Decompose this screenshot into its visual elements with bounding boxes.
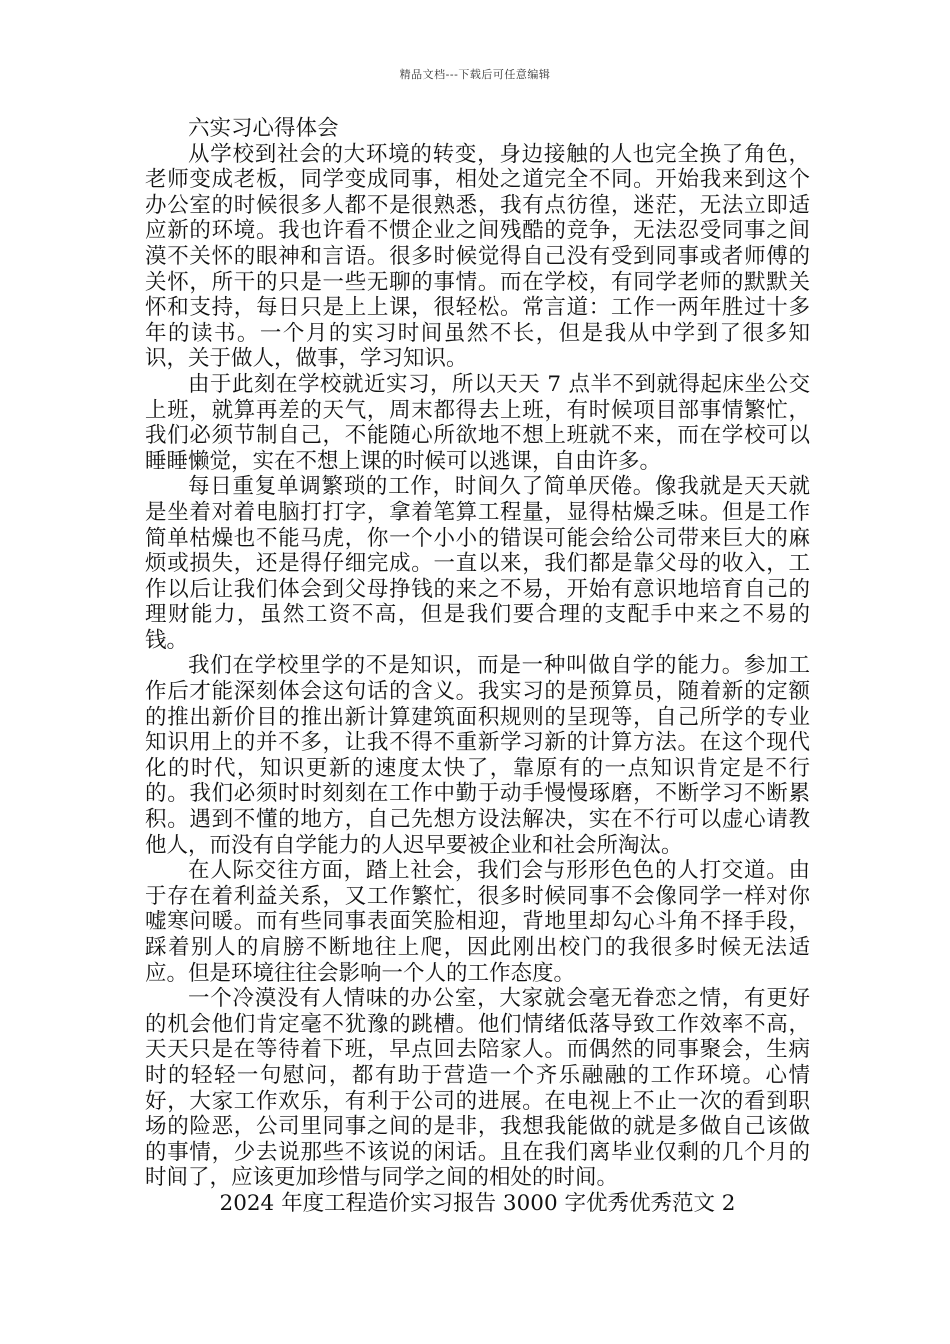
paragraph: 由于此刻在学校就近实习，所以天天 7 点半不到就得起床坐公交上班，就算再差的天气，周末都得去上班，有时候项目部事情繁忙，我们必须节制自己，不能随心所欲地不想上班就不来，而在学校可以睡睡懒觉，实在不想上课的时候可以逃课，自由许多。 (145, 371, 810, 474)
paragraph: 从学校到社会的大环境的转变，身边接触的人也完全换了角色，老师变成老板，同学变成同事，相处之道完全不同。开始我来到这个办公室的时候很多人都不是很熟悉，我有点彷徨，迷茫，无法立即适应新的环境。我也许看不惯企业之间残酷的竞争，无法忍受同事之间漠不关怀的眼神和言语。很多时候觉得自己没有受到同事或者师傅的关怀，所干的只是一些无聊的事情。而在学校，有同学老师的默默关怀和支持，每日只是上上课，很轻松。常言道：工作一两年胜过十多年的读书。一个月的实习时间虽然不长，但是我从中学到了很多知识，关于做人，做事，学习知识。 (145, 141, 810, 372)
paragraph: 我们在学校里学的不是知识，而是一种叫做自学的能力。参加工作后才能深刻体会这句话的含义。我实习的是预算员，随着新的定额的推出新价目的推出新计算建筑面积规则的呈现等，自己所学的专业知识用上的并不多，让我不得不重新学习新的计算方法。在这个现代化的时代，知识更新的速度太快了，靠原有的一点知识肯定是不行的。我们必须时时刻刻在工作中勤于动手慢慢琢磨，不断学习不断累积。遇到不懂的地方，自己先想方设法解决，实在不行可以虚心请教他人，而没有自学能力的人迟早要被企业和社会所淘汰。 (145, 653, 810, 858)
paragraph: 每日重复单调繁琐的工作，时间久了简单厌倦。像我就是天天就是坐着对着电脑打打字，拿着笔算工程量，显得枯燥乏味。但是工作简单枯燥也不能马虎，你一个小小的错误可能会给公司带来巨大的麻烦或损失，还是得仔细完成。一直以来，我们都是靠父母的收入，工作以后让我们体会到父母挣钱的来之不易，开始有意识地培育自己的理财能力，虽然工资不高，但是我们要合理的支配手中来之不易的钱。 (145, 474, 810, 653)
paragraph: 在人际交往方面，踏上社会，我们会与形形色色的人打交道。由于存在着利益关系，又工作繁忙，很多时候同事不会像同学一样对你嘘寒问暖。而有些同事表面笑脸相迎，背地里却勾心斗角不择手段，踩着别人的肩膀不断地往上爬，因此刚出校门的我很多时候无法适应。但是环境往往会影响一个人的工作态度。 (145, 858, 810, 986)
paragraph: 一个冷漠没有人情味的办公室，大家就会毫无眷恋之情，有更好的机会他们肯定毫不犹豫的跳槽。他们情绪低落导致工作效率不高，天天只是在等待着下班，早点回去陪家人。而偶然的同事聚会，生病时的轻轻一句慰问，都有助于营造一个齐乐融融的工作环境。心情好，大家工作欢乐，有利于公司的进展。在电视上不止一次的看到职场的险恶，公司里同事之间的是非，我想我能做的就是多做自己该做的事情，少去说那些不该说的闲话。且在我们离毕业仅剩的几个月的时间了，应该更加珍惜与同学之间的相处的时间。 (145, 986, 810, 1191)
section-heading: 六实习心得体会 (188, 116, 339, 141)
page-header: 精品文档---下载后可任意编辑 (399, 68, 551, 81)
document-body (145, 116, 810, 1217)
next-document-title: 2024 年度工程造价实习报告 3000 字优秀优秀范文 2 (219, 1190, 736, 1216)
